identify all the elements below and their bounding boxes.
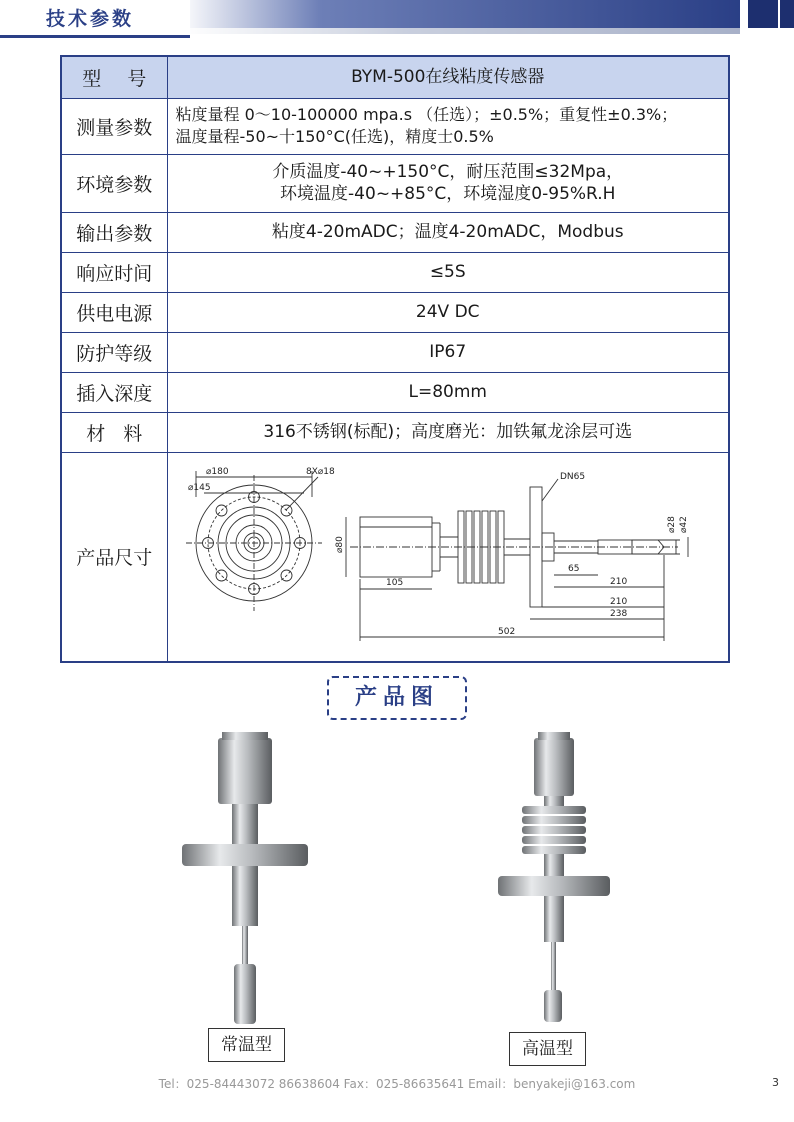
value-output: 粘度4-20mADC；温度4-20mADC，Modbus: [167, 212, 729, 252]
value-power: 24V DC: [167, 292, 729, 332]
value-response: ≤5S: [167, 252, 729, 292]
dimension-drawing-cell: [167, 452, 729, 662]
dim-d80: ⌀80: [334, 535, 345, 553]
caption-normal-temp: 常温型: [208, 1028, 285, 1062]
section-title-tech-params: 技术参数: [46, 8, 135, 30]
value-measure: 粘度量程 0～10-100000 mpa.s （任选）；±0.5%；重复性±0.3%； 温度量程-50~十150°C(任选)，精度士0.5%: [167, 98, 729, 154]
dim-65: 65: [567, 563, 580, 574]
value-environment: 介质温度-40~+150°C，耐压范围≤32Mpa， 环境温度-40~+85°C，环境湿度0-95%R.H: [167, 154, 729, 212]
dim-210-a: 210: [609, 576, 627, 587]
table-row-model: [61, 56, 729, 98]
table-row-insertion: [61, 372, 729, 412]
table-row-environment: [61, 154, 729, 212]
label-insertion: 插入深度: [61, 372, 167, 412]
label-protection: 防护等级: [61, 332, 167, 372]
dim-d28: ⌀28: [666, 515, 677, 533]
label-power: 供电电源: [61, 292, 167, 332]
dim-502: 502: [497, 626, 515, 637]
value-protection: IP67: [167, 332, 729, 372]
caption-high-temp: 高温型: [509, 1032, 586, 1066]
value-model: BYM-500在线粘度传感器: [167, 56, 729, 98]
value-material: 316不锈钢(标配)；高度磨光：加铁氟龙涂层可选: [167, 412, 729, 452]
dim-d42: ⌀42: [678, 515, 689, 533]
spec-table: [60, 55, 730, 663]
dim-210-b: 210: [609, 596, 627, 607]
page-number: 3: [772, 1076, 779, 1089]
table-row-response: [61, 252, 729, 292]
dimension-drawing: [168, 457, 728, 657]
header-right-block: [748, 0, 778, 28]
product-photo-high-temp: [494, 732, 614, 1032]
header-right-block-2: [780, 0, 794, 28]
label-dimensions: 产品尺寸: [61, 452, 167, 662]
table-row-dimensions: [61, 452, 729, 662]
table-row-material: [61, 412, 729, 452]
label-output: 输出参数: [61, 212, 167, 252]
label-material: 材料: [61, 412, 167, 452]
table-row-protection: [61, 332, 729, 372]
footer-contact: Tel：025-84443072 86638604 Fax：025-86635641 Email：benyakeji@163.com: [158, 1077, 636, 1091]
dim-238: 238: [609, 608, 627, 619]
label-measure: 测量参数: [61, 98, 167, 154]
header-stripe: [180, 28, 740, 34]
dim-d145: ⌀145: [187, 482, 211, 493]
dim-holes: 8X⌀18: [305, 466, 335, 477]
table-row-output: [61, 212, 729, 252]
table-row-measure: [61, 98, 729, 154]
section-title-product-images: 产品图: [327, 676, 467, 720]
product-photo-normal-temp: [176, 732, 316, 1042]
value-insertion: L=80mm: [167, 372, 729, 412]
label-response: 响应时间: [61, 252, 167, 292]
dim-d180: ⌀180: [205, 466, 229, 477]
header-gradient-bar: [180, 0, 740, 28]
dim-105: 105: [385, 577, 403, 588]
dim-dn65: DN65: [559, 471, 585, 482]
label-environment: 环境参数: [61, 154, 167, 212]
table-row-power: [61, 292, 729, 332]
label-model: 型号: [61, 56, 167, 98]
